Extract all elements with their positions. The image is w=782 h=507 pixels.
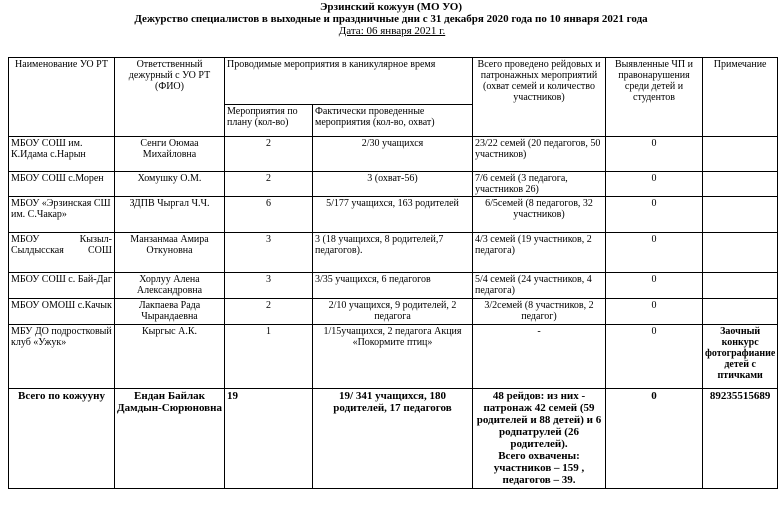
total-incidents: 0 [606, 389, 703, 489]
cell-incidents: 0 [606, 233, 703, 273]
cell-org: МБОУ ОМОШ с.Качык [9, 299, 115, 325]
cell-duty: Кыргыс А.К. [115, 325, 225, 389]
cell-raids: 23/22 семей (20 педагогов, 50 участников) [473, 137, 606, 172]
cell-incidents: 0 [606, 325, 703, 389]
cell-incidents: 0 [606, 137, 703, 172]
total-raids [473, 389, 606, 489]
report-date: Дата: 06 января 2021 г. [338, 25, 446, 37]
cell-notes [703, 137, 778, 172]
cell-duty: Лакпаева Рада Чырандаевна [115, 299, 225, 325]
col-header-incidents: Выявленные ЧП и правонарушения среди детей и студентов [606, 58, 703, 137]
total-phone: 89235515689 [703, 389, 778, 489]
cell-planned: 2 [225, 299, 313, 325]
col-header-duty: Ответственный дежурный с УО РТ (ФИО) [115, 58, 225, 137]
col-header-raids: Всего проведено рейдовых и патронажных мероприятий (охват семей и количество участников) [473, 58, 606, 137]
total-raids-detail: 48 рейдов: из них - патронаж 42 семей (59 родителей и 88 детей) и 6 родпатрулей (26 родителей). [476, 390, 602, 450]
cell-planned: 3 [225, 233, 313, 273]
cell-planned: 2 [225, 172, 313, 197]
cell-raids: 6/5семей (8 педагогов, 32 участников) [473, 197, 606, 233]
document-title: Эрзинский кожуун (МО УО) [319, 1, 463, 13]
cell-notes [703, 299, 778, 325]
cell-planned: 1 [225, 325, 313, 389]
col-header-planned: Мероприятия по плану (кол-во) [225, 105, 313, 137]
cell-notes [703, 233, 778, 273]
cell-actual: 2/30 учащихся [313, 137, 473, 172]
cell-notes [703, 197, 778, 233]
cell-notes [703, 273, 778, 299]
cell-actual: 1/15учащихся, 2 педагога Акция «Покормите птиц» [313, 325, 473, 389]
cell-org: МБОУ СОШ с.Морен [9, 172, 115, 197]
cell-planned: 2 [225, 137, 313, 172]
col-header-org: Наименование УО РТ [9, 58, 115, 137]
total-row [9, 389, 778, 489]
cell-planned: 3 [225, 273, 313, 299]
table-row [9, 197, 778, 233]
cell-actual: 5/177 учащихся, 163 родителей [313, 197, 473, 233]
total-raids-covered: Всего охвачены: участников – 159 , педагогов – 39. [493, 450, 585, 486]
cell-raids: 3/2семей (8 участников, 2 педагог) [473, 299, 606, 325]
table-row [9, 273, 778, 299]
document-subtitle: Дежурство специалистов в выходные и праздничные дни с 31 декабря 2020 года по 10 января 2021 года [134, 13, 648, 25]
cell-actual: 3 (охват-56) [313, 172, 473, 197]
cell-planned: 6 [225, 197, 313, 233]
table-row [9, 233, 778, 273]
cell-actual: 3 (18 учащихся, 8 родителей,7 педагогов). [313, 233, 473, 273]
cell-org: МБОУ Кызыл-Сылдысская СОШ [9, 233, 115, 273]
cell-notes [703, 172, 778, 197]
cell-raids: 5/4 семей (24 участников, 4 педагога) [473, 273, 606, 299]
table-header-row [9, 58, 778, 105]
cell-notes: Заочный конкурс фотографиание детей с птичками [703, 325, 778, 389]
cell-incidents: 0 [606, 273, 703, 299]
col-header-actual: Фактически проведенные мероприятия (кол-во, охват) [313, 105, 473, 137]
cell-incidents: 0 [606, 299, 703, 325]
total-planned: 19 [225, 389, 313, 489]
cell-actual: 2/10 учащихся, 9 родителей, 2 педагога [313, 299, 473, 325]
cell-duty: Манзанмаа Амира Откуновна [115, 233, 225, 273]
table-row [9, 137, 778, 172]
cell-raids: 7/6 семей (3 педагога, участников 26) [473, 172, 606, 197]
total-duty: Ендан Байлак Дамдын-Сюрюновна [115, 389, 225, 489]
cell-duty: Хомушку О.М. [115, 172, 225, 197]
duty-table [8, 57, 778, 489]
table-row [9, 299, 778, 325]
cell-incidents: 0 [606, 172, 703, 197]
cell-org: МБОУ «Эрзинская СШ им. С.Чакар» [9, 197, 115, 233]
cell-actual: 3/35 учащихся, 6 педагогов [313, 273, 473, 299]
cell-raids: - [473, 325, 606, 389]
col-header-events: Проводимые мероприятия в каникулярное время [225, 58, 473, 105]
cell-duty: Сенги Оюмаа Михайловна [115, 137, 225, 172]
cell-org: МБОУ СОШ с. Бай-Даг [9, 273, 115, 299]
cell-org: МБУ ДО подростковый клуб «Ужук» [9, 325, 115, 389]
cell-org: МБОУ СОШ им. К.Идама с.Нарын [9, 137, 115, 172]
document-header [0, 0, 782, 37]
total-org: Всего по кожууну [9, 389, 115, 489]
cell-duty: ЗДПВ Чыргал Ч.Ч. [115, 197, 225, 233]
cell-raids: 4/3 семей (19 участников, 2 педагога) [473, 233, 606, 273]
cell-duty: Хорлуу Алена Александровна [115, 273, 225, 299]
table-row [9, 172, 778, 197]
table-row [9, 325, 778, 389]
total-actual: 19/ 341 учащихся, 180 родителей, 17 педагогов [313, 389, 473, 489]
col-header-notes: Примечание [703, 58, 778, 137]
cell-incidents: 0 [606, 197, 703, 233]
